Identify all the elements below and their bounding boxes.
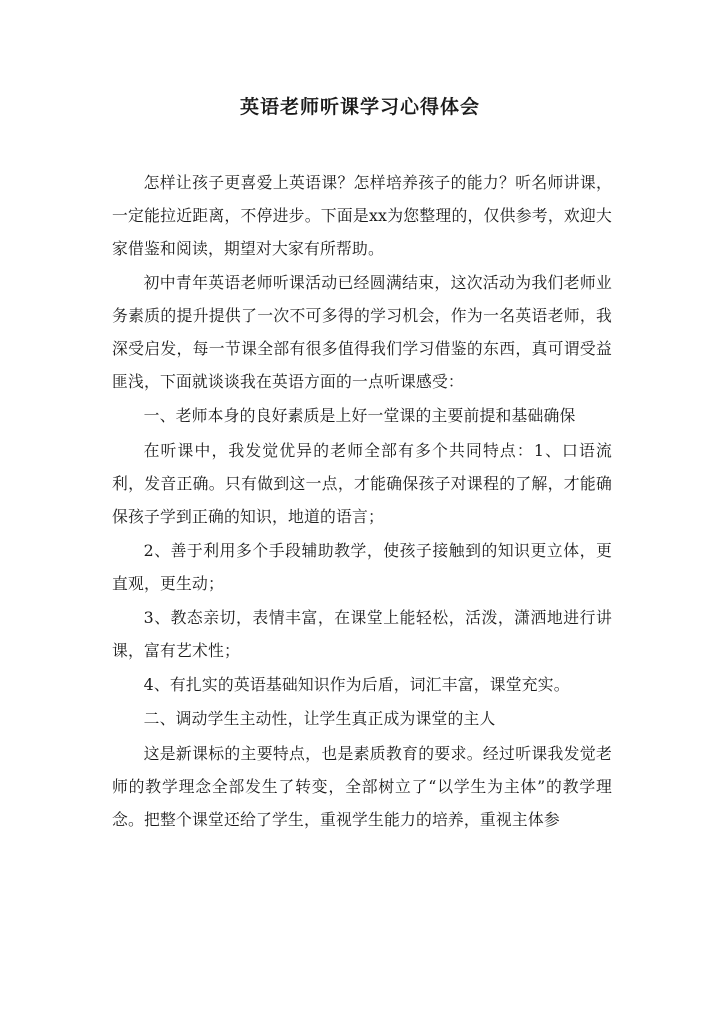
paragraph-point-3: 3、教态亲切，表情丰富，在课堂上能轻松，活泼，潇洒地进行讲课，富有艺术性；: [112, 607, 612, 660]
document-body: [112, 166, 612, 837]
document-title: 英语老师听课学习心得体会: [239, 96, 480, 118]
section-heading-1: 一、老师本身的良好素质是上好一堂课的主要前提和基础确保: [143, 406, 576, 426]
section-heading-2: 二、调动学生主动性，让学生真正成为课堂的主人: [143, 709, 496, 729]
paragraph-point-1: 在听课中，我发觉优异的老师全部有多个共同特点：1、口语流利，发音正确。只有做到这一点，才能确保孩子对课程的了解，才能确保孩子学到正确的知识，地道的语言；: [112, 440, 612, 526]
paragraph-point-2: 2、善于利用多个手段辅助教学，使孩子接触到的知识更立体，更直观，更生动；: [112, 540, 612, 593]
paragraph-point-4: 4、有扎实的英语基础知识作为后盾，词汇丰富，课堂充实。: [143, 675, 570, 695]
paragraph-background: 初中青年英语老师听课活动已经圆满结束，这次活动为我们老师业务素质的提升提供了一次不可多得的学习机会，作为一名英语老师，我深受启发，每一节课全部有很多值得我们学习借鉴的东西，真可谓受益匪浅，下面就谈谈我在英语方面的一点听课感受：: [112, 273, 612, 392]
paragraph-intro: 怎样让孩子更喜爱上英语课？怎样培养孩子的能力？听名师讲课，一定能拉近距离，不停进步。下面是xx为您整理的，仅供参考，欢迎大家借鉴和阅读，期望对大家有所帮助。: [112, 173, 612, 258]
paragraph-section-2: 这是新课标的主要特点，也是素质教育的要求。经过听课我发觉老师的教学理念全部发生了转变，全部树立了“以学生为主体”的教学理念。把整个课堂还给了学生，重视学生能力的培养，重视主体参: [112, 743, 612, 829]
